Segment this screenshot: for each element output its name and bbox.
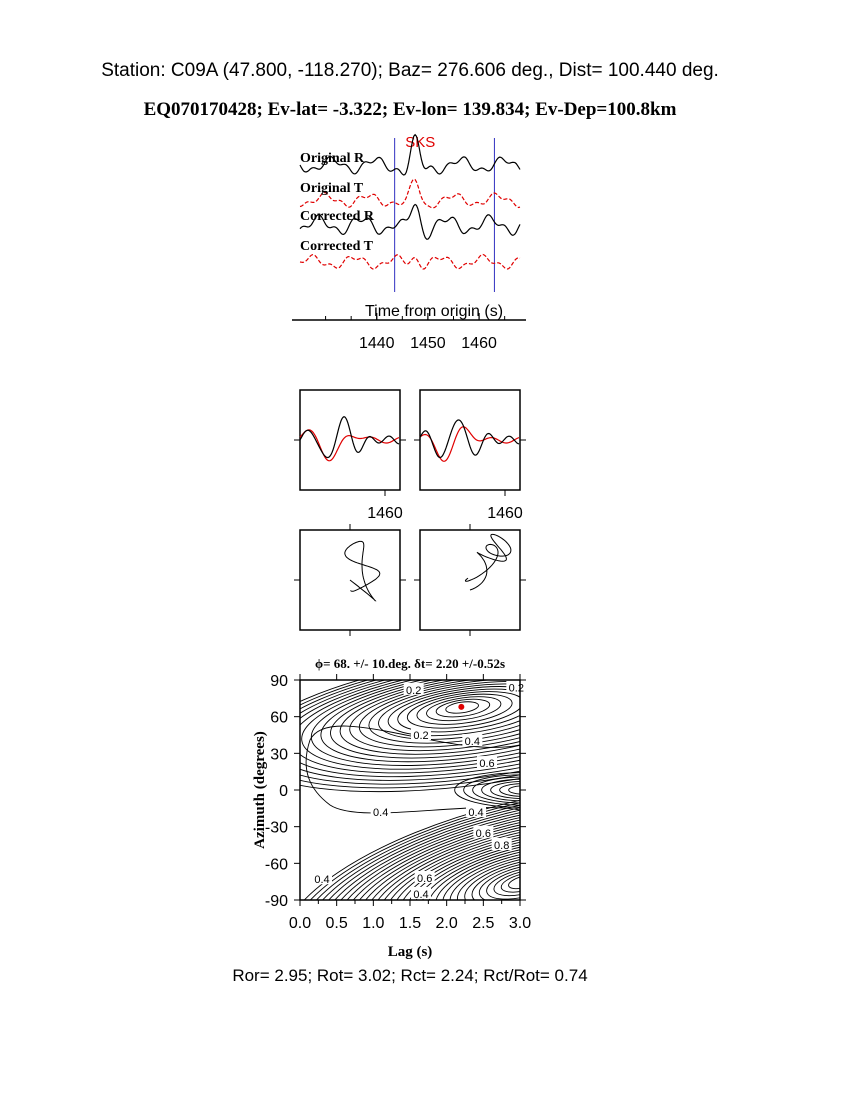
contour-value-label: 0.4 [373,807,389,819]
time-tick-label: 1460 [461,335,497,352]
time-tick-label: 1440 [358,335,395,352]
contour-value-label: 0.8 [494,840,510,852]
lag-tick-label: 1.0 [362,915,385,932]
time-axis-label: Time from origin (s) [364,303,504,320]
waveform-left-tick-label: 1460 [367,505,403,522]
contour-value-label: 0.4 [468,807,484,819]
contour-value-label: 0.6 [417,873,433,885]
waveform-lines [294,417,526,496]
azimuth-tick-label: 60 [270,709,288,727]
contour-line-lower [277,753,770,1029]
phi-symbol: ϕ [314,656,324,671]
azimuth-tick-label: -90 [264,893,288,910]
contour-line-lower [269,749,778,1034]
phase-label: SKS [405,134,436,151]
ratios-line: Ror= 2.95; Rot= 3.02; Rct= 2.24; Rct/Rot= 0.74 [232,966,588,985]
azimuth-axis-label: Azimuth (degrees) [252,731,268,849]
waveform-box-right [420,390,520,490]
contour-line-lower [380,807,667,967]
particle-motion-path [345,541,380,600]
lag-tick-label: 3.0 [508,915,532,932]
contour-title [315,656,505,671]
waveform-right-tick-label: 1460 [487,505,523,522]
dt-estimate: t= 2.20 +/-0.52s [420,656,506,671]
contour-line-lower [507,873,540,892]
contour-line-upper [235,624,722,817]
contour-value-label: 0.6 [479,758,495,771]
lag-tick-label: 1.5 [398,915,422,932]
trace-label-original-r: Original R [300,151,365,166]
seismogram-panel [292,134,526,352]
waveform-red-trace [300,430,399,461]
contour-value-label: 0.6 [475,827,491,840]
contour-line-lower [491,864,556,900]
trace-label-corrected-r: Corrected R [300,209,374,224]
contour-line-lower [261,745,786,1038]
station-info-line: Station: C09A (47.800, -118.270); Baz= 276.606 deg., Dist= 100.440 deg. [101,60,719,81]
contour-line-lower [499,869,548,896]
azimuth-tick-label: -60 [264,856,288,874]
lag-tick-label: 2.0 [435,915,458,932]
waveform-box-left [300,390,400,490]
lag-axis-label: Lag (s) [387,944,433,960]
time-tick-label: 1450 [410,335,446,352]
contour-line-lower [388,811,659,963]
lag-tick-label: 2.5 [472,915,495,932]
particle-motion-path [465,534,511,590]
azimuth-tick-label: 30 [270,746,288,764]
waveform-black-trace [420,420,519,458]
contour-line-upper [345,664,595,764]
waveform-black-trace [300,417,399,458]
azimuth-tick-label: -30 [264,819,288,837]
contour-value-label: 0.4 [413,888,429,901]
waveform-comparison-panels [294,390,526,522]
contour-value-label: 0.2 [508,682,524,695]
contour-line-upper [315,653,630,778]
seismogram-trace-4 [300,255,520,270]
contour-value-label: 0.2 [406,684,422,697]
trace-label-original-t: Original T [300,181,364,196]
contour-value-label: 0.4 [314,874,330,887]
trace-label-corrected-t: Corrected T [300,239,373,254]
event-info-line: EQ070170428; Ev-lat= -3.322; Ev-lon= 139.834; Ev-Dep=100.8km [143,99,677,120]
azimuth-tick-label: 0 [279,783,288,800]
azimuth-tick-label: 90 [270,673,288,690]
dt-symbol: δ [414,656,421,671]
particle-motion-panels [294,524,526,636]
contour-line-lower [452,844,596,925]
lag-tick-label: 0.0 [288,915,312,932]
contour-value-label: 0.4 [464,736,480,749]
phi-estimate: = 68. +/- 10.deg. [323,656,411,671]
best-fit-marker[interactable] [458,704,464,710]
particle-motion-lines [294,524,526,636]
contour-value-label: 0.2 [413,730,429,742]
lag-tick-label: 0.5 [325,915,348,932]
